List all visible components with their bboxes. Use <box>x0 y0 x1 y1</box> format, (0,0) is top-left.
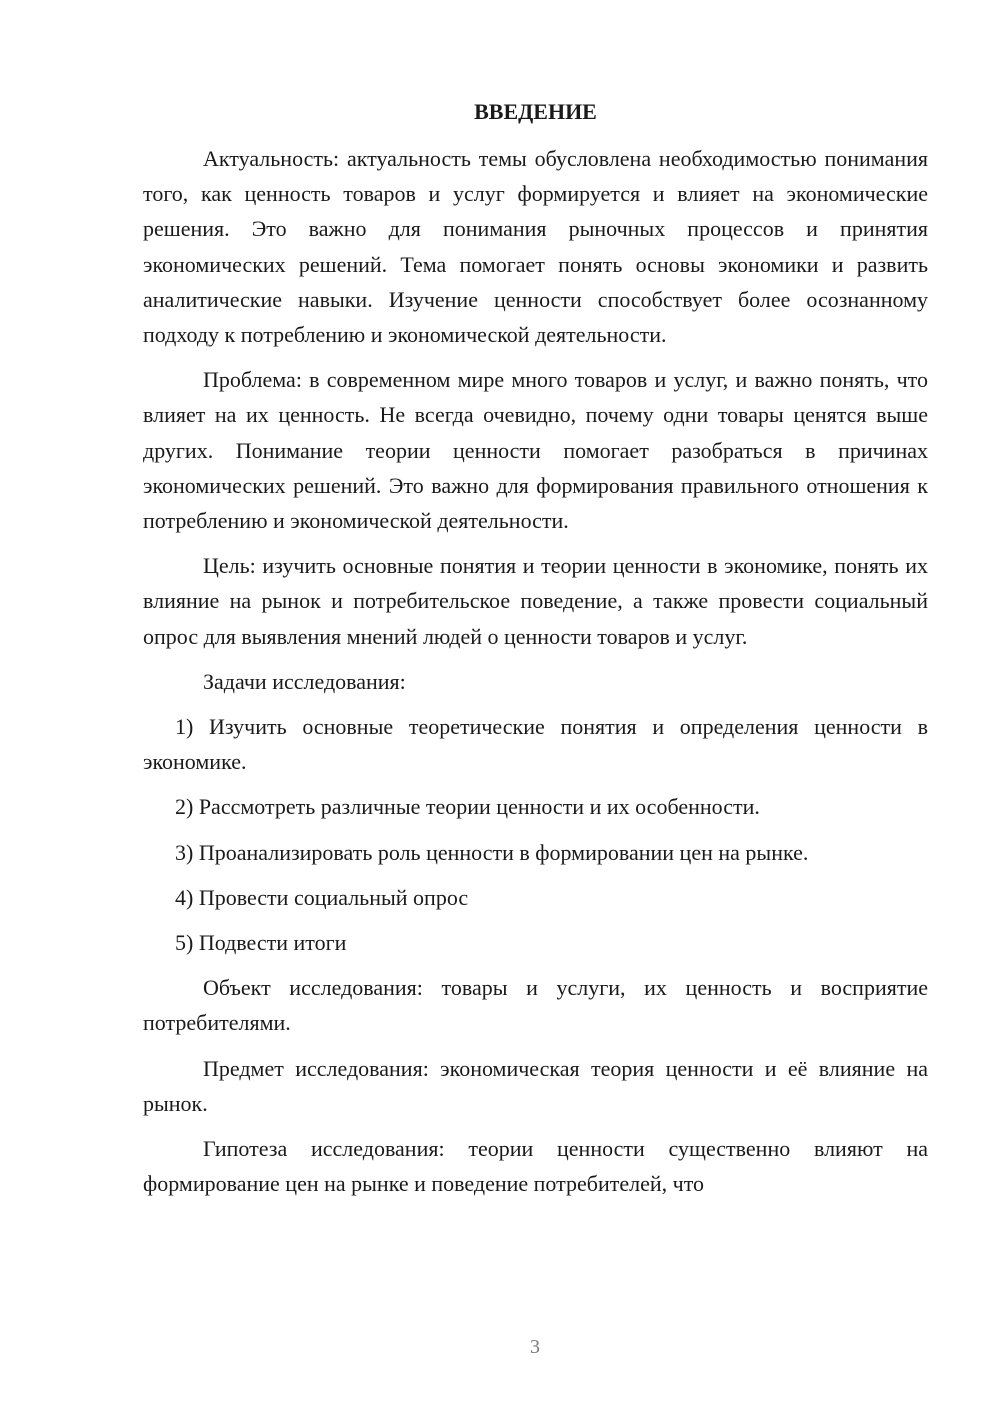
section-heading: ВВЕДЕНИЕ <box>474 99 597 124</box>
paragraph-problem: Проблема: в современном мире много товаров и услуг, и важно понять, что влияет на их ценность. Не всегда очевидно, почему одни товары ценятся выше других. Понимание теории ценности помогает разобраться в причинах экономических решений. Это важно для формирования правильного отношения к потреблению и экономической деятельности. <box>143 367 928 534</box>
paragraph-object: Объект исследования: товары и услуги, их ценность и восприятие потребителями. <box>143 975 928 1036</box>
task-item-4: 4) Провести социальный опрос <box>175 884 469 910</box>
task-item-1: 1) Изучить основные теоретические понятия и определения ценности в экономике. <box>143 714 928 775</box>
page-content <box>143 94 928 1211</box>
paragraph-goal: Цель: изучить основные понятия и теории ценности в экономике, понять их влияние на рынок и потребительское поведение, а также провести социальный опрос для выявления мнений людей о ценности товаров и услуг. <box>143 553 928 649</box>
paragraph-tasks-intro: Задачи исследования: <box>203 668 406 694</box>
task-item-3: 3) Проанализировать роль ценности в формировании цен на рынке. <box>175 839 809 865</box>
task-item-2: 2) Рассмотреть различные теории ценности и их особенности. <box>175 794 760 820</box>
paragraph-relevance: Актуальность: актуальность темы обусловлена необходимостью понимания того, как ценность товаров и услуг формируется и влияет на экономические решения. Это важно для понимания рыночных процессов и принятия экономических решений. Тема помогает понять основы экономики и развить аналитические навыки. Изучение ценности способствует более осознанному подходу к потреблению и экономической деятельности. <box>143 146 928 348</box>
paragraph-subject: Предмет исследования: экономическая теория ценности и её влияние на рынок. <box>143 1055 928 1116</box>
task-item-5: 5) Подвести итоги <box>175 930 347 956</box>
paragraph-hypothesis: Гипотеза исследования: теории ценности существенно влияют на формирование цен на рынке и поведение потребителей, что <box>143 1136 928 1197</box>
page-number: 3 <box>530 1336 540 1358</box>
